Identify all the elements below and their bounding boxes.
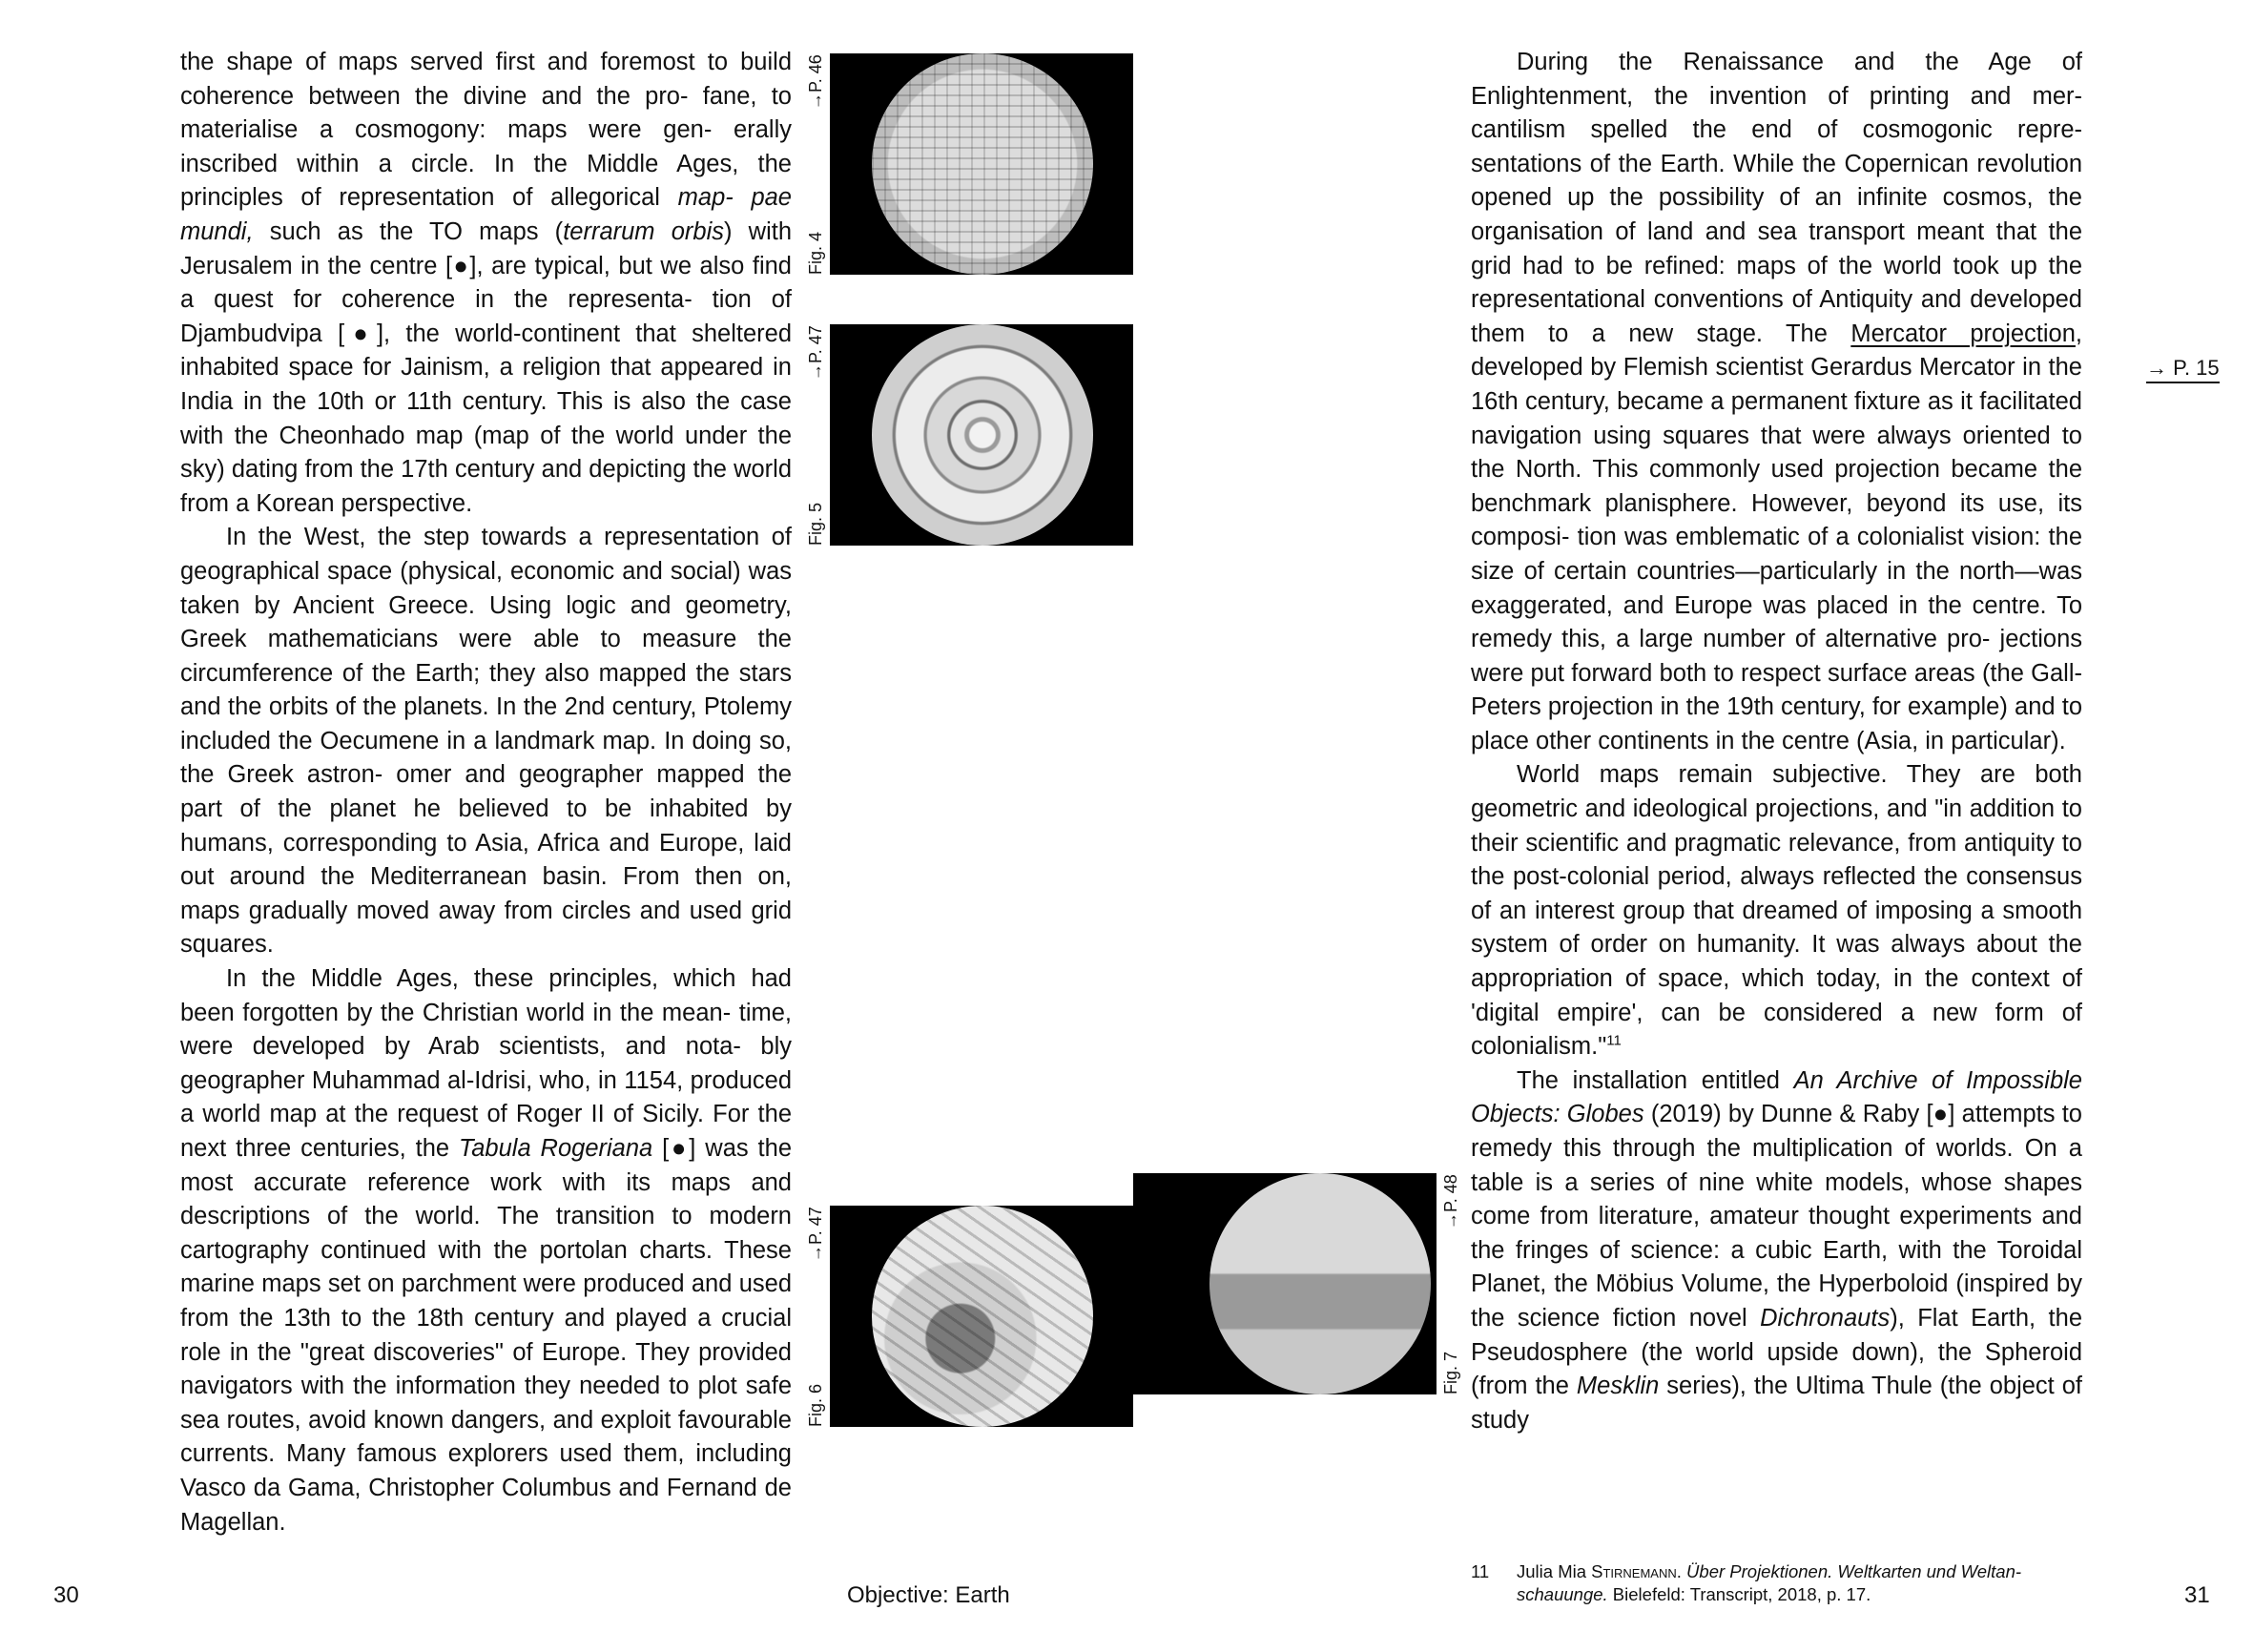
footnote-text: Julia Mia Stirnemann. Über Projektionen. Weltkarten und Weltan- schauunge. Bielefeld: Transcript, 2018, p. 17. [1517, 1561, 2022, 1604]
italic-text: Mesklin [1576, 1373, 1660, 1400]
circular-map-disc [872, 1206, 1093, 1427]
figure-4-image [830, 53, 1133, 275]
text: [●] was the most accurate reference work with its maps and descriptions of the world. The transition to modern cartography continued with the portolan charts. These marine maps set on parchment were produced and used from the 13th to the 18th century and played a crucial role in the "great discoveries" of Europe. They provided navigators with the information they needed to plot safe sea routes, avoid known dangers, and exploit favourable currents. Many famous explorers used them, including Vasco da Gama, Christopher Columbus and Fernand de Magellan. [180, 1135, 792, 1536]
footnote-reference[interactable]: 11 [1606, 1032, 1622, 1049]
footnote [1471, 1560, 2082, 1606]
figure-page-ref: →P. 46 [806, 54, 825, 110]
mercator-projection-link[interactable]: Mercator projection [1850, 320, 2076, 347]
left-text-column [180, 46, 792, 1539]
italic-text: Tabula Rogeriana [459, 1135, 653, 1162]
left-paragraph-2: In the West, the step towards a representation of geographical space (physical, economic and social) was taken by Ancient Greece. Using logic and geometry, Greek mathematicians were able to measure the circumference of the Earth; they also mapped the stars and the orbits of the planets. In the 2nd century, Ptolemy included the Oecumene in a landmark map. In doing so, the Greek astron- omer and geographer mapped the part of the planet he believed to be inhabited by humans, corresponding to Asia, Africa and Europe, laid out around the Mediterranean basin. From then on, maps gradually moved away from circles and used grid squares. [180, 524, 792, 959]
text: the shape of maps served first and foremost to build coherence between the divine and the pro- fane, to materialise a cosmogony: maps were gen- erally inscribed within a circle. In the Middle Ages, the principles of representation of allegorical [180, 49, 792, 212]
figure-7-image [1133, 1173, 1437, 1394]
right-text-column [1471, 46, 2082, 1437]
circular-map-disc [872, 53, 1093, 275]
right-paragraph-2 [1471, 758, 2082, 1063]
italic-text: map- pae mundi, [180, 184, 792, 245]
sidenote-page-ref[interactable]: → P. 15 [2146, 355, 2220, 383]
figure-5-image [830, 324, 1133, 546]
text: During the Renaissance and the Age of Enlightenment, the invention of printing and mer- cantilism spelled the end of cosmogonic repre- sentations of the Earth. While the Copernican revolution opened up the possibility of an infinite cosmos, the organisation of land and sea transport meant that the grid had to be refined: maps of the world took up the representational conventions of Antiquity and developed them to a new stage. The [1471, 49, 2082, 347]
left-paragraph-1 [180, 46, 792, 521]
right-paragraph-1 [1471, 46, 2082, 758]
figure-label: Fig. 7 [1441, 1351, 1460, 1394]
figure-7-caption [1442, 1173, 1459, 1394]
figure-page-ref: →P. 48 [1441, 1174, 1460, 1229]
text: , developed by Flemish scientist Gerardus Mercator in the 16th century, became a permanent fixture as it facilitated navigation using squares that were always oriented to the North. This commonly used projection became the benchmark planisphere. However, beyond its use, its composi- tion was emblematic of a colonialist vision: the size of certain countries—particularly in the north—was exaggerated, and Europe was placed in the centre. To remedy this, a large number of alternative pro- jections were put forward both to respect surface areas (the Gall-Peters projection in the 19th century, for example) and to place other continents in the centre (Asia, in particular). [1471, 320, 2083, 754]
text: ) with Jerusalem in the centre [●], are typical, but we also find a quest for coherence in the representa- tion of Djambudvipa [●], the world-continent that sheltered inhabited space for Jainism, a religion that appeared in India in the 10th or 11th century. This is also the case with the Cheonhado map (map of the world under the sky) dating from the 17th century and depicting the world from a Korean perspective. [180, 217, 792, 517]
italic-text: Über Projektionen. Weltkarten und Weltan- schauunge. [1517, 1561, 2022, 1604]
text: World maps remain subjective. They are both geometric and ideological projections, and "in addition to their scientific and pragmatic relevance, from antiquity to the post-colonial period, always reflected the consensus of an interest group that dreamed of imposing a smooth system of order on humanity. It was always about the appropriation of space, which today, in the context of 'digital empire', can be considered a new form of colonialism." [1471, 761, 2082, 1061]
italic-text: Dichronauts [1760, 1304, 1891, 1332]
left-paragraph-3 [180, 962, 792, 1539]
right-paragraph-3 [1471, 1064, 2082, 1438]
figure-page-ref: →P. 47 [806, 325, 825, 381]
circular-map-disc [872, 324, 1093, 546]
text: Bielefeld: Transcript, 2018, p. 17. [1607, 1584, 1871, 1604]
figure-6-caption [807, 1206, 824, 1427]
installation-photo-disc [1209, 1173, 1431, 1394]
italic-text: An Archive of Impossible Objects: Globes [1471, 1066, 2082, 1128]
figure-4-caption [807, 53, 824, 275]
text: In the Middle Ages, these principles, which had been forgotten by the Christian world in the mean- time, were developed by Arab scientists, and nota- bly geographer Muhammad al-Idrisi, who, in 1154, produced a world map at the request of Roger II of Sicily. For the next three centuries, the [180, 965, 792, 1162]
running-footer-title: Objective: Earth [847, 1582, 1010, 1608]
figure-page-ref: →P. 47 [806, 1207, 825, 1262]
figure-label: Fig. 6 [806, 1383, 825, 1427]
text: Julia Mia [1517, 1561, 1592, 1581]
figure-label: Fig. 4 [806, 231, 825, 275]
figure-5-caption [807, 324, 824, 546]
text: The installation entitled [1517, 1066, 1794, 1094]
text: (2019) by Dunne & Raby [●] attempts to remedy this through the multiplication of worlds. On a table is a series of nine white models, whose shapes come from literature, amateur thought experiments and the fringes of science: a cubic Earth, with the Toroidal Planet, the Möbius Volume, the Hyperboloid (inspired by the science fiction novel [1471, 1101, 2082, 1332]
page-number-right: 31 [2184, 1582, 2210, 1608]
footnote-number: 11 [1471, 1561, 1490, 1581]
text: such as the TO maps ( [253, 217, 564, 245]
author-name: Stirnemann [1591, 1561, 1677, 1581]
italic-text: terrarum orbis [563, 217, 724, 245]
text: ), Flat Earth, the Pseudosphere (the world upside down), the Spheroid (from the [1471, 1304, 2082, 1400]
figure-6-image [830, 1206, 1133, 1427]
figure-label: Fig. 5 [806, 502, 825, 546]
text: series), the Ultima Thule (the object of study [1471, 1373, 2082, 1434]
page-number-left: 30 [53, 1582, 79, 1608]
